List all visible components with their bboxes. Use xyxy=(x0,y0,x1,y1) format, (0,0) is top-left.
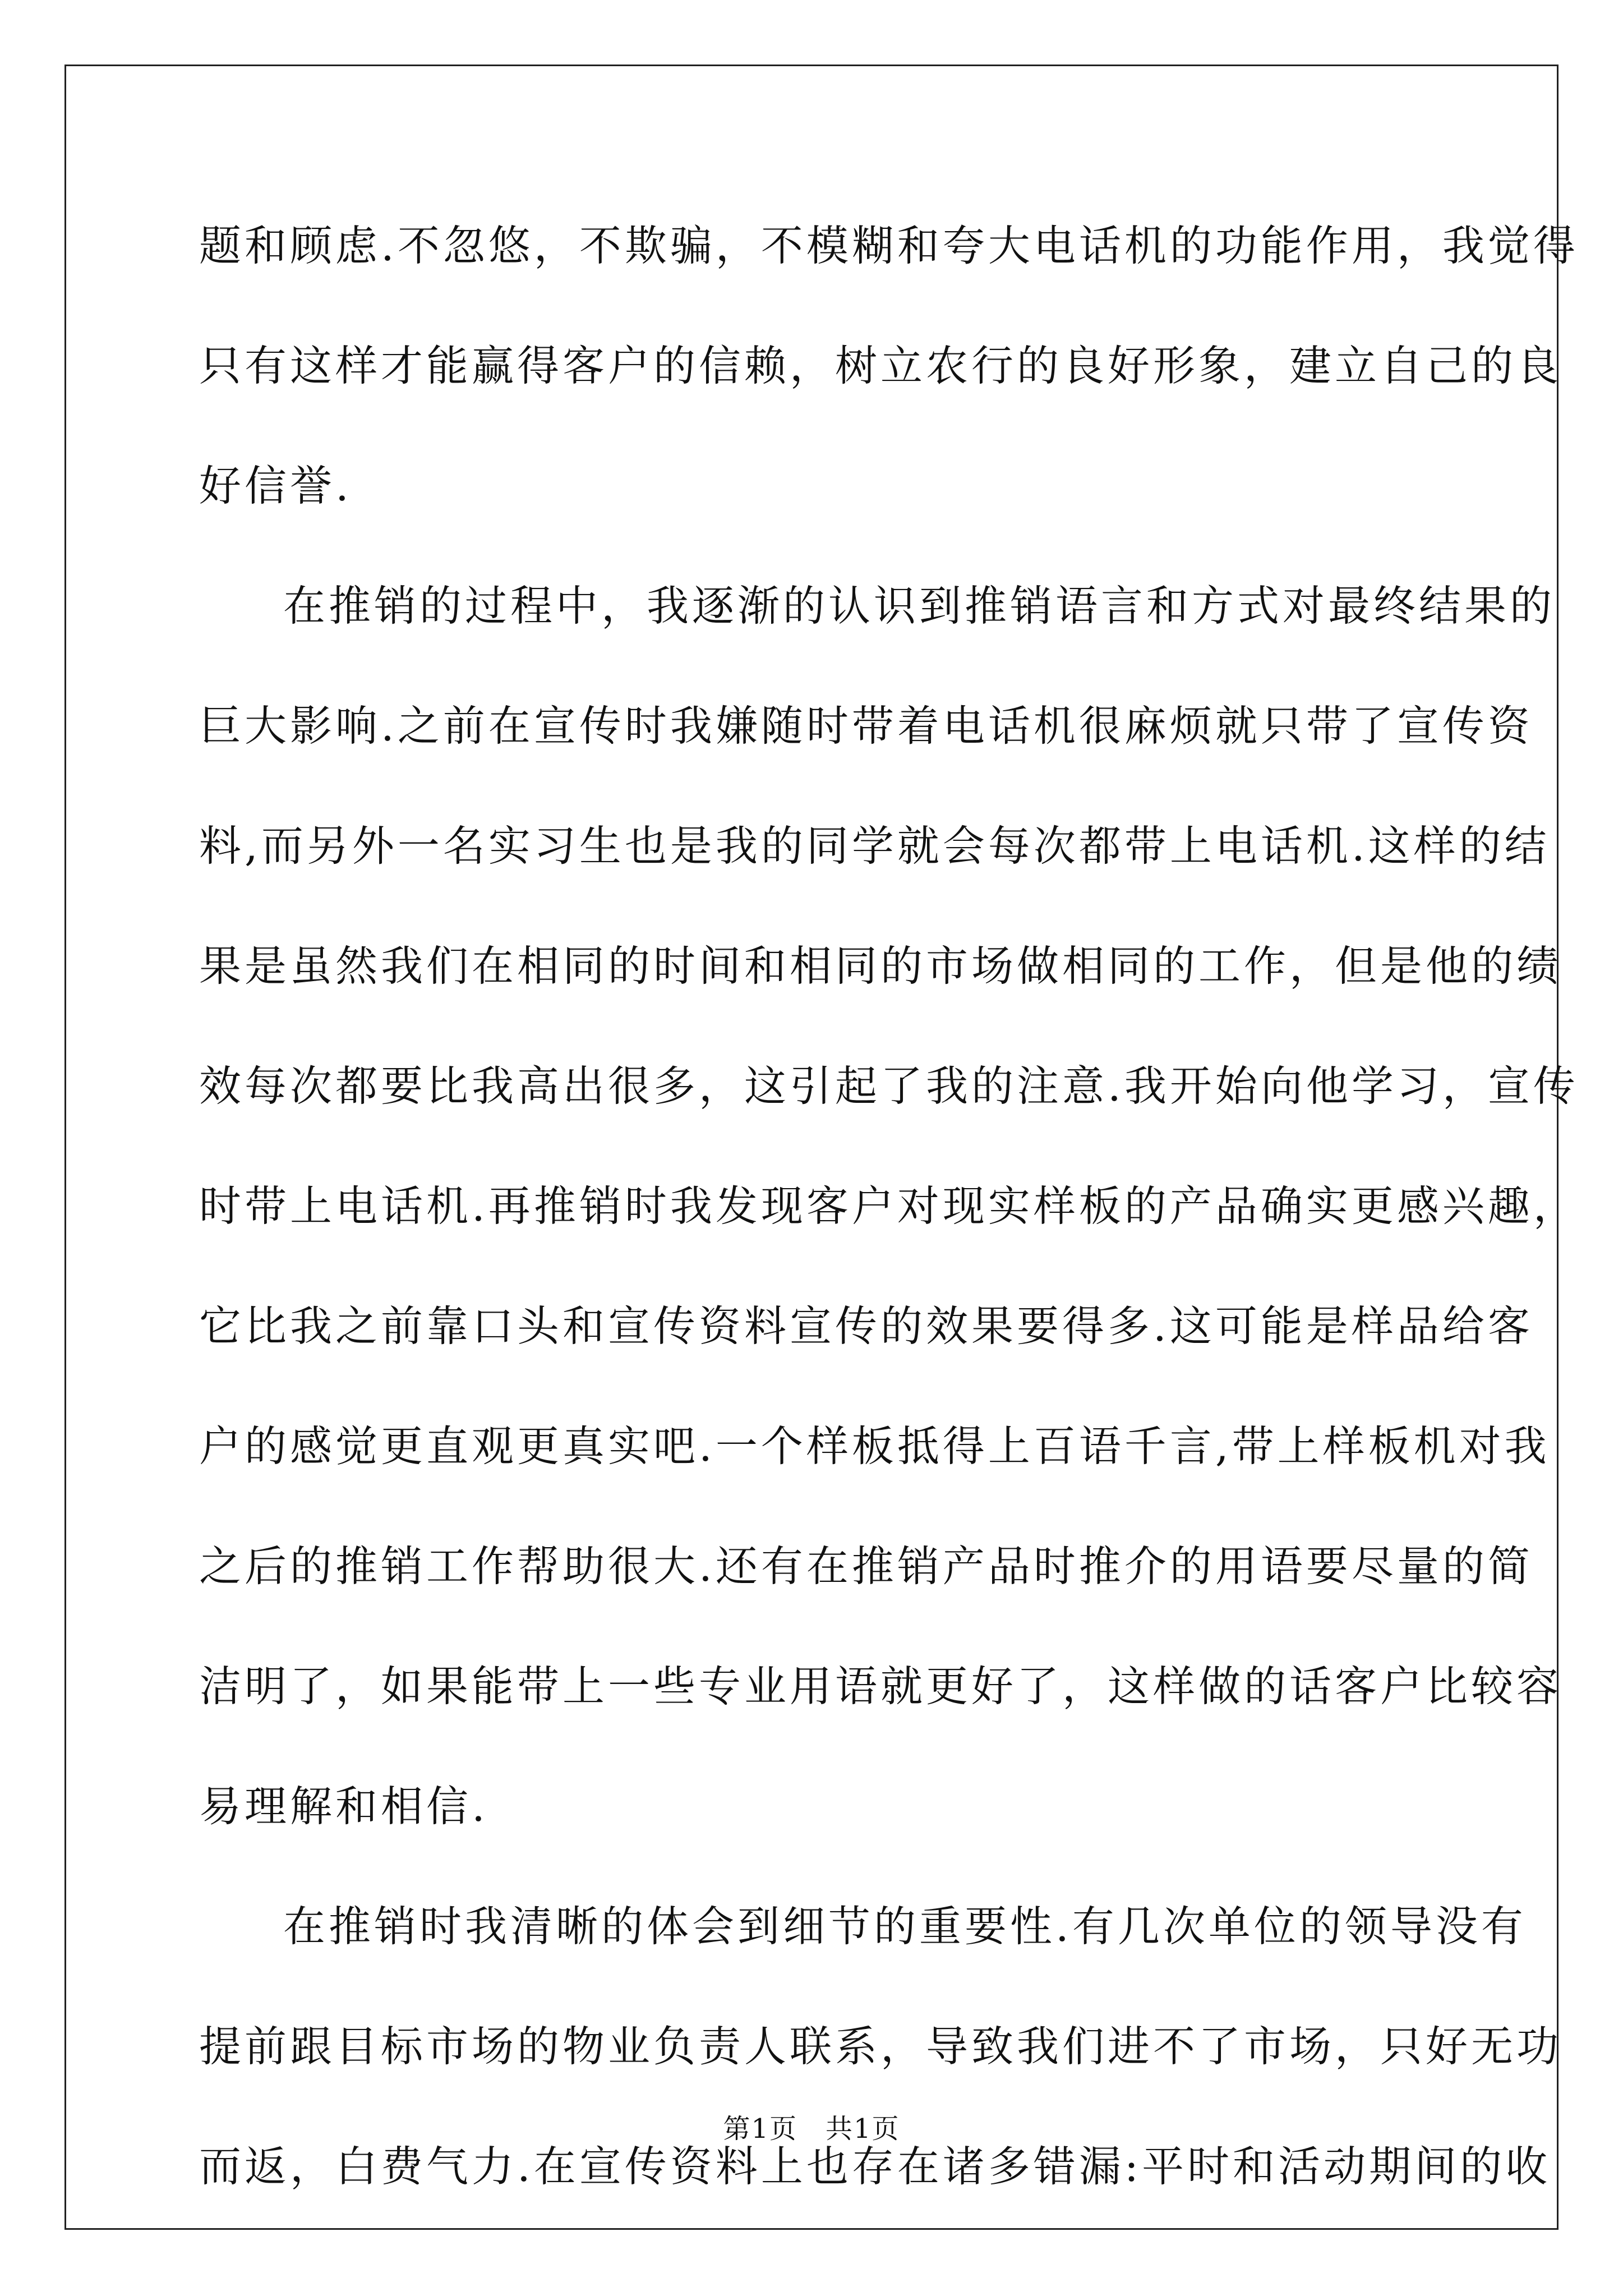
text-line: 好信誉. xyxy=(199,461,352,510)
document-body xyxy=(199,212,1579,2253)
text-line: 户的感觉更直观更真实吧.一个样板抵得上百语千言,带上样板机对我 xyxy=(199,1421,1550,1471)
text-line: 果是虽然我们在相同的时间和相同的市场做相同的工作，但是他的绩 xyxy=(199,941,1562,991)
text-line: 它比我之前靠口头和宣传资料宣传的效果要得多.这可能是样品给客 xyxy=(199,1301,1533,1351)
text-line: 题和顾虑.不忽悠，不欺骗，不模糊和夸大电话机的功能作用，我觉得 xyxy=(199,221,1579,270)
text-line: 料,而另外一名实习生也是我的同学就会每次都带上电话机.这样的结 xyxy=(199,821,1550,871)
text-line: 而返，白费气力.在宣传资料上也存在诸多错漏:平时和活动期间的收 xyxy=(199,2142,1551,2191)
text-line: 在推销时我清晰的体会到细节的重要性.有几次单位的领导没有 xyxy=(283,1902,1527,1951)
text-line: 洁明了，如果能带上一些专业用语就更好了，这样做的话客户比较容 xyxy=(199,1662,1562,1711)
text-line: 只有这样才能赢得客户的信赖，树立农行的良好形象，建立自己的良 xyxy=(199,341,1562,390)
page-footer: 第1页 共1页 xyxy=(723,2113,900,2145)
text-line: 之后的推销工作帮助很大.还有在推销产品时推介的用语要尽量的简 xyxy=(199,1542,1533,1591)
text-line: 在推销的过程中，我逐渐的认识到推销语言和方式对最终结果的 xyxy=(283,581,1556,631)
text-line: 提前跟目标市场的物业负责人联系，导致我们进不了市场，只好无功 xyxy=(199,2022,1562,2071)
text-line: 时带上电话机.再推销时我发现客户对现实样板的产品确实更感兴趣， xyxy=(199,1181,1579,1231)
text-line: 易理解和相信. xyxy=(199,1782,488,1831)
text-line: 效每次都要比我高出很多，这引起了我的注意.我开始向他学习，宣传 xyxy=(199,1061,1579,1111)
text-line: 巨大影响.之前在宣传时我嫌随时带着电话机很麻烦就只带了宣传资 xyxy=(199,701,1533,751)
